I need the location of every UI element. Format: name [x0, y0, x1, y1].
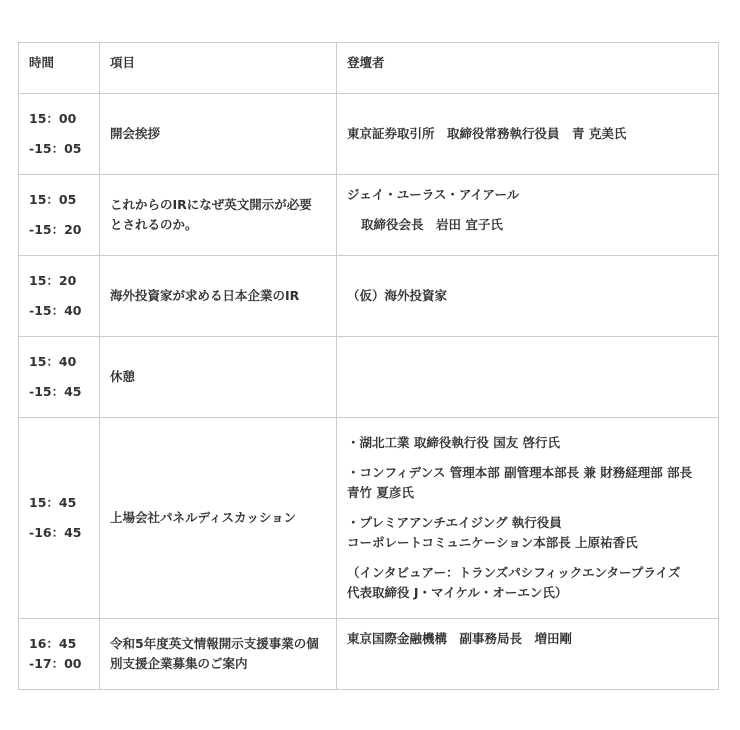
interviewer-entry — [347, 563, 708, 603]
header-speaker: 登壇者 — [337, 43, 719, 94]
time-end: -16：45 — [29, 525, 82, 540]
speaker-cell — [337, 418, 719, 619]
speaker-text: 東京証券取引所 取締役常務執行役員 青 克美氏 — [347, 126, 627, 141]
speaker-text: ・プレミアアンチエイジング 執行役員 — [347, 515, 562, 530]
time-cell — [19, 256, 100, 337]
time-cell — [19, 619, 100, 690]
item-text: 上場会社パネルディスカッション — [110, 510, 297, 525]
speaker-cell — [337, 619, 719, 690]
time-start: 15：05 — [29, 192, 77, 207]
item-cell — [100, 337, 337, 418]
time-end: -15：20 — [29, 222, 82, 237]
item-text: とされるのか。 — [110, 217, 198, 232]
header-item: 項目 — [100, 43, 337, 94]
time-start: 15：20 — [29, 273, 77, 288]
speaker-cell — [337, 175, 719, 256]
speaker-text: 取締役会長 岩田 宜子氏 — [361, 217, 503, 232]
item-text: 休憩 — [110, 369, 136, 384]
time-start: 16：45 — [29, 636, 77, 651]
time-cell — [19, 175, 100, 256]
table-row — [19, 619, 719, 690]
speaker-cell — [337, 94, 719, 175]
item-cell — [100, 94, 337, 175]
speaker-text: ・湖北工業 取締役執行役 国友 啓行氏 — [347, 435, 561, 450]
table-header-row — [19, 43, 719, 94]
table-row — [19, 418, 719, 619]
time-end: -15：45 — [29, 384, 82, 399]
table-row — [19, 337, 719, 418]
speaker-cell — [337, 337, 719, 418]
speaker-text: ・コンフィデンス 管理本部 副管理本部長 兼 財務経理部 部長 — [347, 465, 693, 480]
time-end: -15：05 — [29, 141, 82, 156]
table-row — [19, 256, 719, 337]
item-cell — [100, 256, 337, 337]
time-cell — [19, 337, 100, 418]
panelist-entry — [347, 433, 708, 453]
table-row — [19, 175, 719, 256]
schedule-table — [18, 42, 719, 690]
time-end: -17：00 — [29, 656, 82, 671]
time-cell — [19, 94, 100, 175]
speaker-text: ジェイ・ユーラス・アイアール — [347, 187, 520, 202]
speaker-text: 代表取締役 J・マイケル・オーエン氏） — [347, 585, 568, 600]
item-text: 海外投資家が求める日本企業のIR — [110, 288, 300, 303]
item-text: 令和5年度英文情報開示支援事業の個 — [110, 636, 319, 651]
table-row — [19, 94, 719, 175]
panelist-entry — [347, 463, 708, 503]
time-end: -15：40 — [29, 303, 82, 318]
header-time: 時間 — [19, 43, 100, 94]
item-text: 開会挨拶 — [110, 126, 161, 141]
time-start: 15：45 — [29, 495, 77, 510]
item-cell — [100, 619, 337, 690]
item-text: これからのIRになぜ英文開示が必要 — [110, 197, 312, 212]
item-cell — [100, 418, 337, 619]
time-start: 15：40 — [29, 354, 77, 369]
item-cell — [100, 175, 337, 256]
panelist-entry — [347, 513, 708, 553]
item-text: 別支援企業募集のご案内 — [110, 656, 248, 671]
speaker-text: 青竹 夏彦氏 — [347, 485, 414, 500]
speaker-text: （インタビュアー：トランズパシフィックエンタープライズ — [347, 565, 681, 580]
speaker-text: 東京国際金融機構 副事務局長 増田剛 — [347, 631, 573, 646]
speaker-text: コーポレートコミュニケーション本部長 上原祐香氏 — [347, 535, 638, 550]
speaker-text: （仮）海外投資家 — [347, 288, 448, 303]
time-cell — [19, 418, 100, 619]
speaker-cell — [337, 256, 719, 337]
time-start: 15：00 — [29, 111, 77, 126]
